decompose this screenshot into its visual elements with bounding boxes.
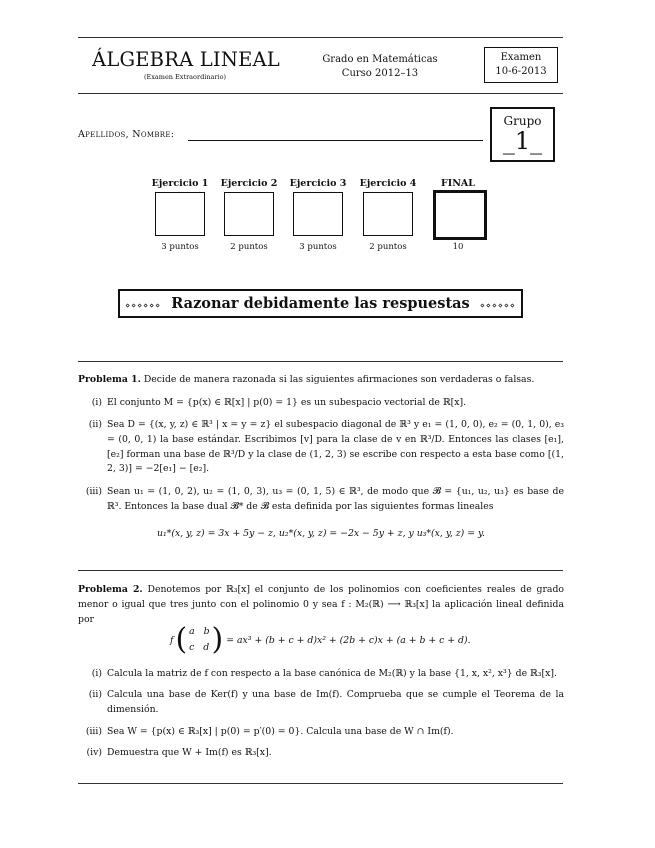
problem1-heading: Problema 1. bbox=[78, 374, 141, 385]
problem2-item-i bbox=[82, 667, 564, 682]
section-rule-2 bbox=[78, 570, 563, 571]
page-subtitle: (Examen Extraordinario) bbox=[143, 73, 227, 81]
grupo-value: 1 bbox=[514, 127, 531, 155]
problem2-definition: f ( a b c d ) = ax³ + (b + c + d)x² + (2b + c)x + (a + b + c + d). bbox=[170, 622, 471, 657]
score-box-ej3[interactable] bbox=[293, 192, 343, 236]
section-rule-1 bbox=[78, 361, 563, 362]
item-text: Sea W = {p(x) ∈ ℝ₃[x] | p(0) = p′(0) = 0}. Calcula una base de W ∩ Im(f). bbox=[107, 726, 454, 737]
page-title: ÁLGEBRA LINEAL bbox=[92, 48, 280, 71]
grupo-number: _1_ bbox=[502, 127, 543, 155]
header-top-rule bbox=[78, 37, 563, 38]
exam-box bbox=[484, 47, 558, 83]
exam-date: 10-6-2013 bbox=[495, 66, 547, 77]
matrix: a b c d bbox=[189, 626, 210, 653]
item-text: El conjunto M = {p(x) ∈ ℝ[x] | p(0) = 1} es un subespacio vectorial de ℝ[x]. bbox=[107, 397, 467, 408]
instruction-text: Razonar debidamente las respuestas bbox=[171, 295, 470, 312]
degree-info bbox=[305, 53, 455, 81]
problem1-intro bbox=[78, 373, 564, 388]
problem2-heading: Problema 2. bbox=[78, 584, 143, 595]
problem1-text: Decide de manera razonada si las siguientes afirmaciones son verdaderas o falsas. bbox=[143, 374, 535, 385]
problem1-formula: u₁*(x, y, z) = 3x + 5y − z, u₂*(x, y, z) = −2x − 5y + z, y u₃*(x, y, z) = y. bbox=[157, 528, 485, 539]
course-year: Curso 2012–13 bbox=[341, 68, 419, 79]
item-number: (iii) bbox=[85, 726, 102, 737]
problem2-text: Denotemos por ℝ₃[x] el conjunto de los polinomios con coeficientes reales de grado menor o igual que tres junto con el polinomio 0 y sea f : M₂(ℝ) ⟶ ℝ₃[x] la aplicación lineal definida por bbox=[78, 584, 564, 625]
item-number: (ii) bbox=[88, 689, 102, 700]
problem1-item-i bbox=[82, 396, 564, 411]
item-text: Sean u₁ = (1, 0, 2), u₂ = (1, 0, 3), u₃ = (0, 1, 5) ∈ ℝ³, de modo que 𝓑 = {u₁, u₂, u₃} es base de ℝ³. Entonces la base dual 𝓑* de 𝓑 esta definida por las siguientes formas lineales bbox=[107, 486, 564, 512]
item-number: (iii) bbox=[85, 486, 102, 497]
item-text: Demuestra que W + Im(f) es ℝ₃[x]. bbox=[107, 747, 272, 758]
problem2-item-iii bbox=[82, 725, 564, 740]
score-box-ej2[interactable] bbox=[224, 192, 274, 236]
item-text: Sea D = {(x, y, z) ∈ ℝ³ | x = y = z} el subespacio diagonal de ℝ³ y e₁ = (1, 0, 0), e₂ = (0, 1, 0), e₃ = (0, 0, 1) la base estándar. Escribimos [v] para la clase de v en ℝ³/D. Entonces las clases [e₁], [e₂] forman una base de ℝ³/D y la clase de (1, 2, 3) se escribe con respecto a esta base como [(1, 2, 3)] = −2[e₁] − [e₂]. bbox=[107, 419, 564, 475]
grupo-label: Grupo bbox=[503, 114, 542, 128]
points-ej1: 3 puntos bbox=[161, 242, 199, 252]
score-label-ej2: Ejercicio 2 bbox=[220, 178, 278, 189]
item-text: Calcula la matriz de f con respecto a la base canónica de M₂(ℝ) y la base {1, x, x², x³} de ℝ₃[x]. bbox=[107, 668, 557, 679]
diamonds-right: ⋄⋄⋄⋄⋄⋄ bbox=[479, 301, 516, 310]
points-ej4: 2 puntos bbox=[369, 242, 407, 252]
score-label-final: FINAL bbox=[441, 178, 475, 189]
exam-label: Examen bbox=[500, 52, 542, 63]
score-label-ej1: Ejercicio 1 bbox=[151, 178, 209, 189]
item-text: Calcula una base de Ker(f) y una base de Im(f). Comprueba que se cumple el Teorema de la dimensión. bbox=[107, 689, 564, 715]
definition-rhs: = ax³ + (b + c + d)x² + (2b + c)x + (a + b + c + d). bbox=[226, 634, 471, 646]
problem2-item-iv bbox=[82, 746, 564, 761]
points-ej3: 3 puntos bbox=[299, 242, 337, 252]
points-final: 10 bbox=[452, 242, 464, 252]
problem2-item-ii bbox=[82, 688, 564, 718]
problem1-item-iii bbox=[82, 485, 564, 515]
item-number: (iv) bbox=[86, 747, 102, 758]
item-number: (i) bbox=[91, 397, 102, 408]
name-label: Apellidos, Nombre: bbox=[78, 129, 175, 140]
score-box-ej4[interactable] bbox=[363, 192, 413, 236]
degree-name: Grado en Matemáticas bbox=[322, 54, 438, 65]
name-field[interactable] bbox=[188, 140, 483, 141]
score-box-ej1[interactable] bbox=[155, 192, 205, 236]
diamonds-left: ⋄⋄⋄⋄⋄⋄ bbox=[125, 301, 162, 310]
score-label-ej4: Ejercicio 4 bbox=[359, 178, 417, 189]
section-rule-3 bbox=[78, 783, 563, 784]
header-bottom-rule bbox=[78, 93, 563, 94]
grupo-box bbox=[490, 107, 555, 162]
item-number: (ii) bbox=[88, 419, 102, 430]
instruction-box bbox=[118, 289, 523, 318]
score-label-ej3: Ejercicio 3 bbox=[289, 178, 347, 189]
item-number: (i) bbox=[91, 668, 102, 679]
points-ej2: 2 puntos bbox=[230, 242, 268, 252]
problem1-item-ii bbox=[82, 418, 564, 477]
score-box-final[interactable] bbox=[433, 190, 487, 240]
